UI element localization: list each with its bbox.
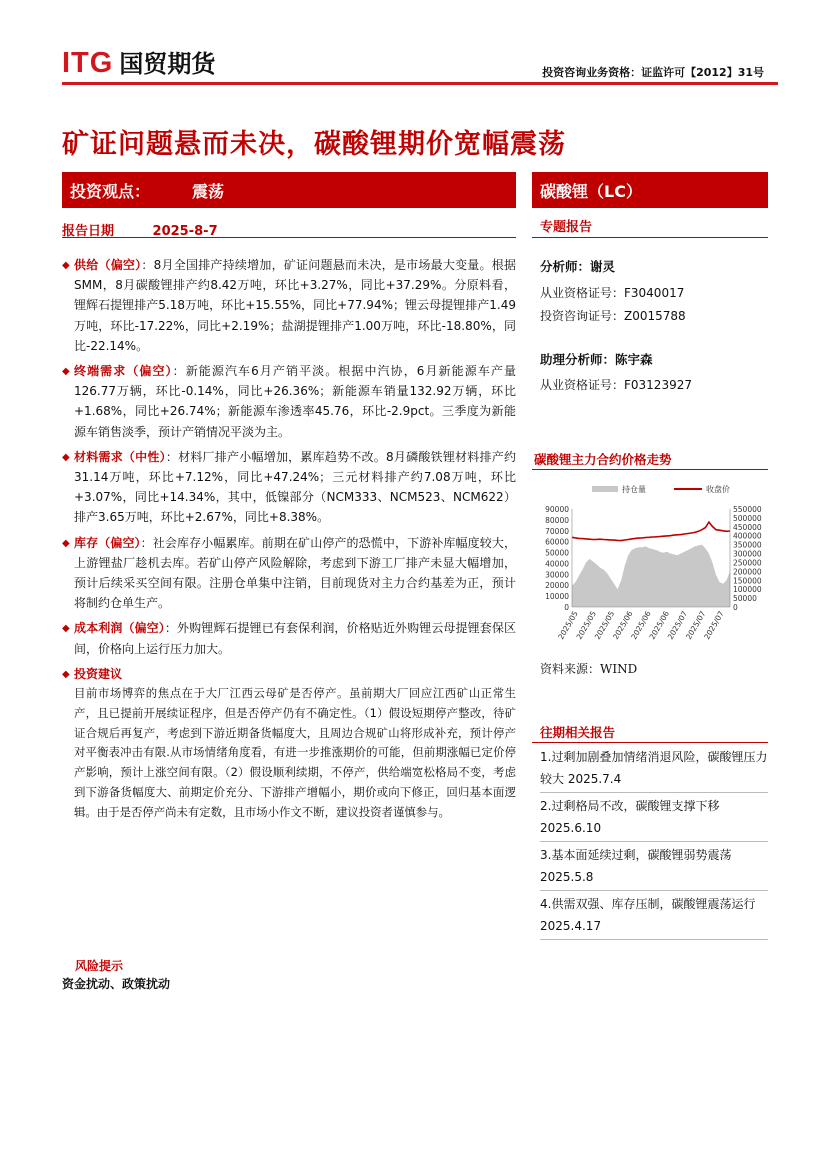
paragraph-heading: 材料需求（中性） <box>74 449 166 464</box>
paragraph-text: ：新能源汽车6月产销平淡。根据中汽协，6月新能源车产量126.77万辆，环比-0.14%，同比+26.36%；新能源车销量132.92万辆，环比+1.68%，同比+26.74%；新能源车渗透率45.76，环比-2.9pct。三季度为新能源车销售淡季，预计产销情况平淡为主。 <box>74 364 516 439</box>
header-divider <box>62 82 778 85</box>
y-right-tick-label: 100000 <box>733 585 762 595</box>
y-left-tick-label: 0 <box>564 603 569 612</box>
analyst-cert-2: 投资咨询证号：Z0015788 <box>540 309 686 323</box>
report-date-row <box>62 220 516 238</box>
paragraph-text: ：外购锂辉石提锂已有套保利润，价格贴近外购锂云母提锂套保区间，价格向上运行压力加大。 <box>74 621 516 656</box>
investment-view-bar <box>62 172 516 208</box>
y-left-tick-label: 70000 <box>545 526 569 536</box>
report-title: 矿证问题悬而未决，碳酸锂期价宽幅震荡 <box>62 129 566 160</box>
x-tick-label: 2025/05 <box>592 609 617 641</box>
advice-heading-row <box>62 664 516 684</box>
bullet-icon: ◆ <box>62 537 70 549</box>
y-left-tick-label: 20000 <box>545 581 569 591</box>
logo-company-name: 国贸期货 <box>119 49 216 78</box>
chart-source: 资料来源：WIND <box>540 662 638 676</box>
x-tick-label: 2025/07 <box>702 609 726 641</box>
past-report-item[interactable]: 1.过剩加剧叠加情绪消退风险，碳酸锂压力较大 2025.7.4 <box>540 746 768 793</box>
logo-itg: ITG <box>62 47 114 79</box>
report-type: 专题报告 <box>532 216 768 238</box>
x-tick-label: 2025/07 <box>665 609 690 641</box>
price-chart <box>532 477 768 659</box>
report-date-value: 2025-8-7 <box>152 224 218 239</box>
license-text: 投资咨询业务资格：证监许可【2012】31号 <box>542 66 764 79</box>
y-right-tick-label: 400000 <box>733 531 762 541</box>
x-tick-label: 2025/05 <box>556 609 580 641</box>
paragraph-demand <box>62 361 516 442</box>
paragraph-inventory <box>62 533 516 614</box>
company-logo <box>62 49 215 78</box>
x-tick-label: 2025/06 <box>611 609 635 641</box>
legend-label-close-price: 收盘价 <box>706 485 730 494</box>
paragraph-supply <box>62 255 516 356</box>
assistant-analyst-name: 助理分析师：陈宇森 <box>540 352 653 367</box>
past-reports-heading: 往期相关报告 <box>532 723 768 743</box>
paragraph-text: ：材料厂排产小幅增加，累库趋势不改。8月磷酸铁锂材料排产约31.14万吨，环比+7.12%，同比+47.24%；三元材料排产约7.08万吨，环比+3.07%，同比+14.34%，其中，低镍部分（NCM333、NCM523、NCM622）排产3.65万吨，环比+2.67%，同比+8.38%。 <box>74 449 516 525</box>
view-value: 震荡 <box>192 181 225 201</box>
y-right-tick-label: 500000 <box>733 513 762 523</box>
paragraph-heading: 库存（偏空） <box>74 535 141 550</box>
y-right-tick-label: 450000 <box>733 522 762 532</box>
x-tick-label: 2025/07 <box>684 609 708 641</box>
y-left-tick-label: 80000 <box>545 515 569 525</box>
analyst-name: 分析师：谢灵 <box>540 259 616 274</box>
y-right-tick-label: 200000 <box>733 567 762 577</box>
y-left-tick-label: 10000 <box>545 592 569 602</box>
bullet-icon: ◆ <box>62 623 70 635</box>
past-report-item[interactable]: 3.基本面延续过剩，碳酸锂弱势震荡 2025.5.8 <box>540 844 768 891</box>
y-right-tick-label: 50000 <box>733 594 757 604</box>
bullet-icon: ◆ <box>62 366 70 378</box>
bullet-icon: ◆ <box>62 451 70 463</box>
y-left-tick-label: 50000 <box>545 548 569 558</box>
chart-title: 碳酸锂主力合约价格走势 <box>532 450 768 470</box>
y-left-tick-label: 40000 <box>545 559 569 569</box>
y-left-tick-label: 60000 <box>545 537 569 547</box>
view-label: 投资观点： <box>70 181 151 201</box>
legend-swatch-open-interest <box>592 486 618 492</box>
risk-text: 资金扰动、政策扰动 <box>62 977 171 991</box>
paragraph-cost <box>62 618 516 658</box>
series-line-close-price <box>572 522 730 541</box>
paragraph-material <box>62 447 516 528</box>
product-bar: 碳酸锂（LC） <box>532 172 768 208</box>
x-tick-label: 2025/06 <box>629 609 653 641</box>
bullet-icon: ◆ <box>62 260 70 271</box>
risk-heading: 风险提示 <box>75 959 124 973</box>
paragraph-text: ：社会库存小幅累库。前期在矿山停产的恐慌中，下游补库幅度较大，上游锂盐厂趁机去库。若矿山停产风险解除，考虑到下游工厂排产未显大幅增加，预计后续采买空间有限。注册仓单集中注销，目前现货对主力合约基差为正，预计将制约仓单生产。 <box>74 535 516 611</box>
analyst-cert-1: 从业资格证号：F3040017 <box>540 286 685 300</box>
price-chart-svg <box>532 477 768 659</box>
y-right-tick-label: 0 <box>733 603 738 612</box>
paragraph-heading: 供给（偏空） <box>74 258 142 272</box>
paragraph-heading: 成本利润（偏空） <box>74 621 165 636</box>
report-body <box>62 255 516 823</box>
x-tick-label: 2025/05 <box>574 609 598 641</box>
paragraph-heading: 终端需求（偏空） <box>74 364 173 379</box>
assistant-cert-1: 从业资格证号：F03123927 <box>540 378 692 392</box>
y-right-tick-label: 350000 <box>733 540 762 550</box>
paragraph-text: ：8月全国排产持续增加，矿证问题悬而未决，是市场最大变量。根据SMM，8月碳酸锂排产约8.42万吨，环比+3.27%，同比+37.29%。分原料看，锂辉石提锂排产5.18万吨，环比+15.55%，同比+77.94%；锂云母提锂排产1.49万吨，环比-17.22%，同比+2.19%；盐湖提锂排产1.00万吨，环比-18.80%，同比-22.14%。 <box>74 258 516 353</box>
past-reports-list <box>532 746 768 942</box>
report-date-label: 报告日期 <box>62 224 115 239</box>
series-area-open-interest <box>572 545 730 607</box>
y-right-tick-label: 150000 <box>733 576 762 586</box>
bullet-icon: ◆ <box>62 668 70 680</box>
y-right-tick-label: 300000 <box>733 549 762 559</box>
legend-label-open-interest: 持仓量 <box>622 485 646 494</box>
advice-heading: 投资建议 <box>74 666 123 681</box>
x-tick-label: 2025/06 <box>647 609 671 641</box>
y-left-tick-label: 90000 <box>545 505 569 514</box>
past-report-item[interactable]: 4.供需双强、库存压制，碳酸锂震荡运行 2025.4.17 <box>540 893 768 940</box>
y-right-tick-label: 550000 <box>733 505 762 514</box>
advice-text: 目前市场博弈的焦点在于大厂江西云母矿是否停产。虽前期大厂回应江西矿山正常生产，且已提前开展续证程序，但是否停产仍有不确定性。（1）假设短期停产整改，待矿证合规后再复产，考虑到下游近期备货幅度大，且周边合规矿山将形成补充，预计停产对平衡表冲击有限.从市场情绪角度看，有进一步推涨期价的可能，但前期涨幅已定价停产影响，预计上涨空间有限。（2）假设顺利续期，不停产，供给端宽松格局不变，考虑到下游备货幅度大、前期定价充分、下游排产增幅小，期价或向下修正，回归基本面逻辑。由于是否停产尚未有定数，且市场小作文不断，建议投资者谨慎参与。 <box>74 686 516 819</box>
y-right-tick-label: 250000 <box>733 558 762 568</box>
past-report-item[interactable]: 2.过剩格局不改，碳酸锂支撑下移 2025.6.10 <box>540 795 768 842</box>
y-left-tick-label: 30000 <box>545 570 569 580</box>
